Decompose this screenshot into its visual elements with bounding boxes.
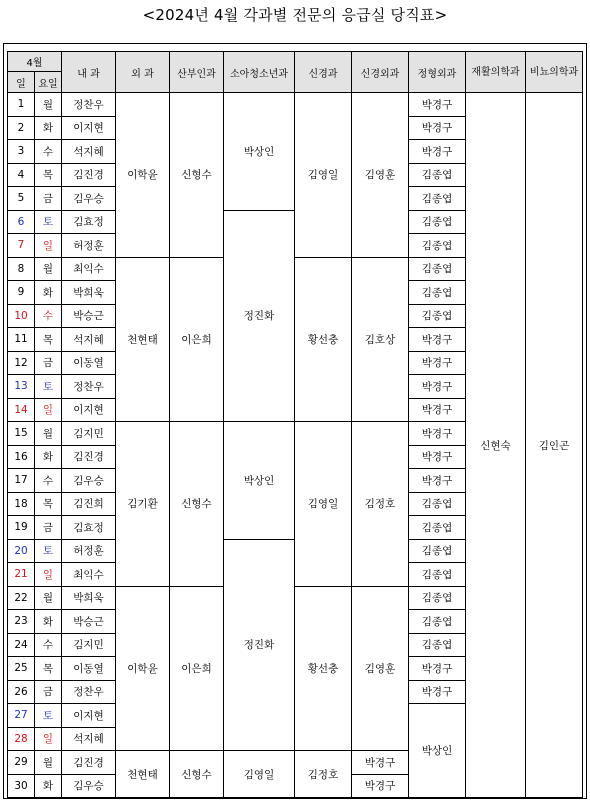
day-cell: 1	[8, 93, 35, 117]
internal-cell: 정찬우	[62, 680, 116, 704]
internal-cell: 김진경	[62, 445, 116, 469]
duty-schedule-table	[7, 51, 583, 798]
weekday-cell: 월	[35, 751, 62, 775]
orthopedics-cell: 박경구	[409, 328, 466, 352]
internal-cell: 김지민	[62, 633, 116, 657]
orthopedics-cell: 박경구	[409, 140, 466, 164]
pediatrics-cell: 박상인	[224, 93, 295, 211]
obgyn-cell: 신형수	[170, 751, 224, 798]
surgery-cell: 천현태	[116, 257, 170, 422]
orthopedics-cell: 김종엽	[409, 234, 466, 258]
weekday-cell: 화	[35, 610, 62, 634]
day-cell: 5	[8, 187, 35, 211]
day-cell: 14	[8, 398, 35, 422]
pediatrics-cell: 정진화	[224, 539, 295, 751]
weekday-cell: 토	[35, 704, 62, 728]
day-cell: 19	[8, 516, 35, 540]
schedule-body	[8, 93, 583, 798]
orthopedics-cell: 김종엽	[409, 492, 466, 516]
internal-cell: 김효정	[62, 210, 116, 234]
day-cell: 20	[8, 539, 35, 563]
weekday-cell: 수	[35, 469, 62, 493]
rehab-cell: 신현숙	[466, 93, 526, 798]
obgyn-cell: 이은희	[170, 586, 224, 751]
weekday-cell: 금	[35, 516, 62, 540]
internal-cell: 박승근	[62, 304, 116, 328]
internal-cell: 정찬우	[62, 93, 116, 117]
day-cell: 25	[8, 657, 35, 681]
weekday-cell: 토	[35, 210, 62, 234]
pediatrics-cell: 박상인	[409, 704, 466, 798]
neurosurgery-cell: 김영훈	[352, 93, 409, 258]
day-cell: 15	[8, 422, 35, 446]
orthopedics-cell: 김종엽	[409, 304, 466, 328]
day-cell: 16	[8, 445, 35, 469]
internal-cell: 김진경	[62, 163, 116, 187]
pediatrics-header: 소아청소년과	[224, 52, 295, 93]
weekday-cell: 일	[35, 727, 62, 751]
internal-cell: 석지혜	[62, 140, 116, 164]
weekday-cell: 월	[35, 93, 62, 117]
internal-cell: 김효정	[62, 516, 116, 540]
orthopedics-cell: 박경구	[409, 422, 466, 446]
internal-cell: 김진희	[62, 492, 116, 516]
rehab-header: 재활의학과	[466, 52, 526, 93]
neurology-cell: 김영일	[295, 422, 352, 587]
internal-cell: 김지민	[62, 422, 116, 446]
orthopedics-cell: 김종엽	[409, 633, 466, 657]
weekday-cell: 화	[35, 116, 62, 140]
surgery-cell: 천현태	[116, 751, 170, 798]
day-cell: 30	[8, 774, 35, 798]
internal-cell: 석지혜	[62, 727, 116, 751]
neurosurgery-header: 신경외과	[352, 52, 409, 93]
page-title: <2024년 4월 각과별 전문의 응급실 당직표>	[142, 6, 448, 24]
day-cell: 28	[8, 727, 35, 751]
weekday-cell: 화	[35, 281, 62, 305]
internal-cell: 허정훈	[62, 234, 116, 258]
surgery-cell: 이학윤	[116, 586, 170, 751]
orthopedics-cell: 김종엽	[409, 539, 466, 563]
internal-cell: 이지현	[62, 704, 116, 728]
internal-cell: 허정훈	[62, 539, 116, 563]
day-cell: 27	[8, 704, 35, 728]
month-header: 4월	[8, 52, 62, 72]
obgyn-cell: 신형수	[170, 93, 224, 258]
orthopedics-cell: 박경구	[409, 351, 466, 375]
weekday-cell: 토	[35, 375, 62, 399]
day-cell: 29	[8, 751, 35, 775]
weekday-cell: 목	[35, 492, 62, 516]
internal-cell: 이동열	[62, 657, 116, 681]
day-cell: 26	[8, 680, 35, 704]
orthopedics-cell: 박경구	[352, 774, 409, 798]
day-cell: 17	[8, 469, 35, 493]
neurology-cell: 황선충	[295, 257, 352, 422]
orthopedics-cell: 박경구	[409, 398, 466, 422]
weekday-cell: 수	[35, 304, 62, 328]
orthopedics-header: 정형외과	[409, 52, 466, 93]
internal-cell: 김우승	[62, 469, 116, 493]
orthopedics-cell: 김종엽	[409, 257, 466, 281]
day-cell: 9	[8, 281, 35, 305]
orthopedics-cell: 김종엽	[409, 586, 466, 610]
weekday-cell: 금	[35, 680, 62, 704]
day-cell: 13	[8, 375, 35, 399]
day-cell: 2	[8, 116, 35, 140]
orthopedics-cell: 박경구	[409, 116, 466, 140]
weekday-header: 요일	[35, 72, 62, 93]
orthopedics-cell: 김종엽	[409, 563, 466, 587]
day-cell: 6	[8, 210, 35, 234]
orthopedics-cell: 박경구	[409, 680, 466, 704]
weekday-cell: 일	[35, 398, 62, 422]
internal-cell: 이지현	[62, 398, 116, 422]
weekday-cell: 월	[35, 422, 62, 446]
weekday-cell: 수	[35, 633, 62, 657]
weekday-cell: 목	[35, 163, 62, 187]
internal-cell: 정찬우	[62, 375, 116, 399]
orthopedics-cell: 박경구	[409, 375, 466, 399]
orthopedics-cell: 박경구	[352, 751, 409, 775]
day-cell: 18	[8, 492, 35, 516]
orthopedics-cell: 김종엽	[409, 516, 466, 540]
surgery-cell: 이학윤	[116, 93, 170, 258]
day-cell: 12	[8, 351, 35, 375]
orthopedics-cell: 김종엽	[409, 210, 466, 234]
internal-cell: 박희욱	[62, 281, 116, 305]
day-cell: 3	[8, 140, 35, 164]
internal-cell: 김우승	[62, 774, 116, 798]
orthopedics-cell: 박경구	[409, 469, 466, 493]
internal-cell: 이지현	[62, 116, 116, 140]
orthopedics-cell: 박경구	[409, 657, 466, 681]
weekday-cell: 수	[35, 140, 62, 164]
obgyn-header: 산부인과	[170, 52, 224, 93]
orthopedics-cell: 김종엽	[409, 610, 466, 634]
internal-cell: 최익수	[62, 563, 116, 587]
surgery-cell: 김기환	[116, 422, 170, 587]
day-cell: 4	[8, 163, 35, 187]
surgery-header: 외 과	[116, 52, 170, 93]
day-cell: 7	[8, 234, 35, 258]
day-cell: 22	[8, 586, 35, 610]
orthopedics-cell: 김종엽	[409, 163, 466, 187]
weekday-cell: 목	[35, 657, 62, 681]
orthopedics-cell: 박경구	[409, 93, 466, 117]
day-cell: 8	[8, 257, 35, 281]
weekday-cell: 화	[35, 445, 62, 469]
weekday-cell: 토	[35, 539, 62, 563]
urology-header: 비뇨의학과	[526, 52, 583, 93]
day-cell: 24	[8, 633, 35, 657]
day-cell: 10	[8, 304, 35, 328]
pediatrics-cell: 박상인	[224, 422, 295, 540]
neurosurgery-cell: 김정호	[352, 422, 409, 587]
weekday-cell: 목	[35, 328, 62, 352]
obgyn-cell: 이은희	[170, 257, 224, 422]
internal-cell: 박희욱	[62, 586, 116, 610]
neurology-header: 신경과	[295, 52, 352, 93]
neurosurgery-cell: 김영훈	[352, 586, 409, 751]
neurosurgery-cell: 김호상	[352, 257, 409, 422]
weekday-cell: 일	[35, 563, 62, 587]
internal-cell: 김진경	[62, 751, 116, 775]
neurology-cell: 황선충	[295, 586, 352, 751]
urology-cell: 김인곤	[526, 93, 583, 798]
weekday-cell: 일	[35, 234, 62, 258]
weekday-cell: 금	[35, 351, 62, 375]
internal-cell: 이동열	[62, 351, 116, 375]
weekday-cell: 월	[35, 257, 62, 281]
day-cell: 23	[8, 610, 35, 634]
neurosurgery-cell: 김정호	[295, 751, 352, 798]
weekday-cell: 금	[35, 187, 62, 211]
table-row	[8, 93, 583, 117]
weekday-cell: 화	[35, 774, 62, 798]
pediatrics-cell: 정진화	[224, 210, 295, 422]
internal-cell: 최익수	[62, 257, 116, 281]
orthopedics-cell: 김종엽	[409, 187, 466, 211]
orthopedics-cell: 김종엽	[409, 281, 466, 305]
neurology-cell: 김영일	[224, 751, 295, 798]
day-header: 일	[8, 72, 35, 93]
internal-cell: 김우승	[62, 187, 116, 211]
day-cell: 11	[8, 328, 35, 352]
internal-header: 내 과	[62, 52, 116, 93]
internal-cell: 석지혜	[62, 328, 116, 352]
weekday-cell: 월	[35, 586, 62, 610]
orthopedics-cell: 박경구	[409, 445, 466, 469]
day-cell: 21	[8, 563, 35, 587]
obgyn-cell: 신형수	[170, 422, 224, 587]
internal-cell: 박승근	[62, 610, 116, 634]
neurology-cell: 김영일	[295, 93, 352, 258]
